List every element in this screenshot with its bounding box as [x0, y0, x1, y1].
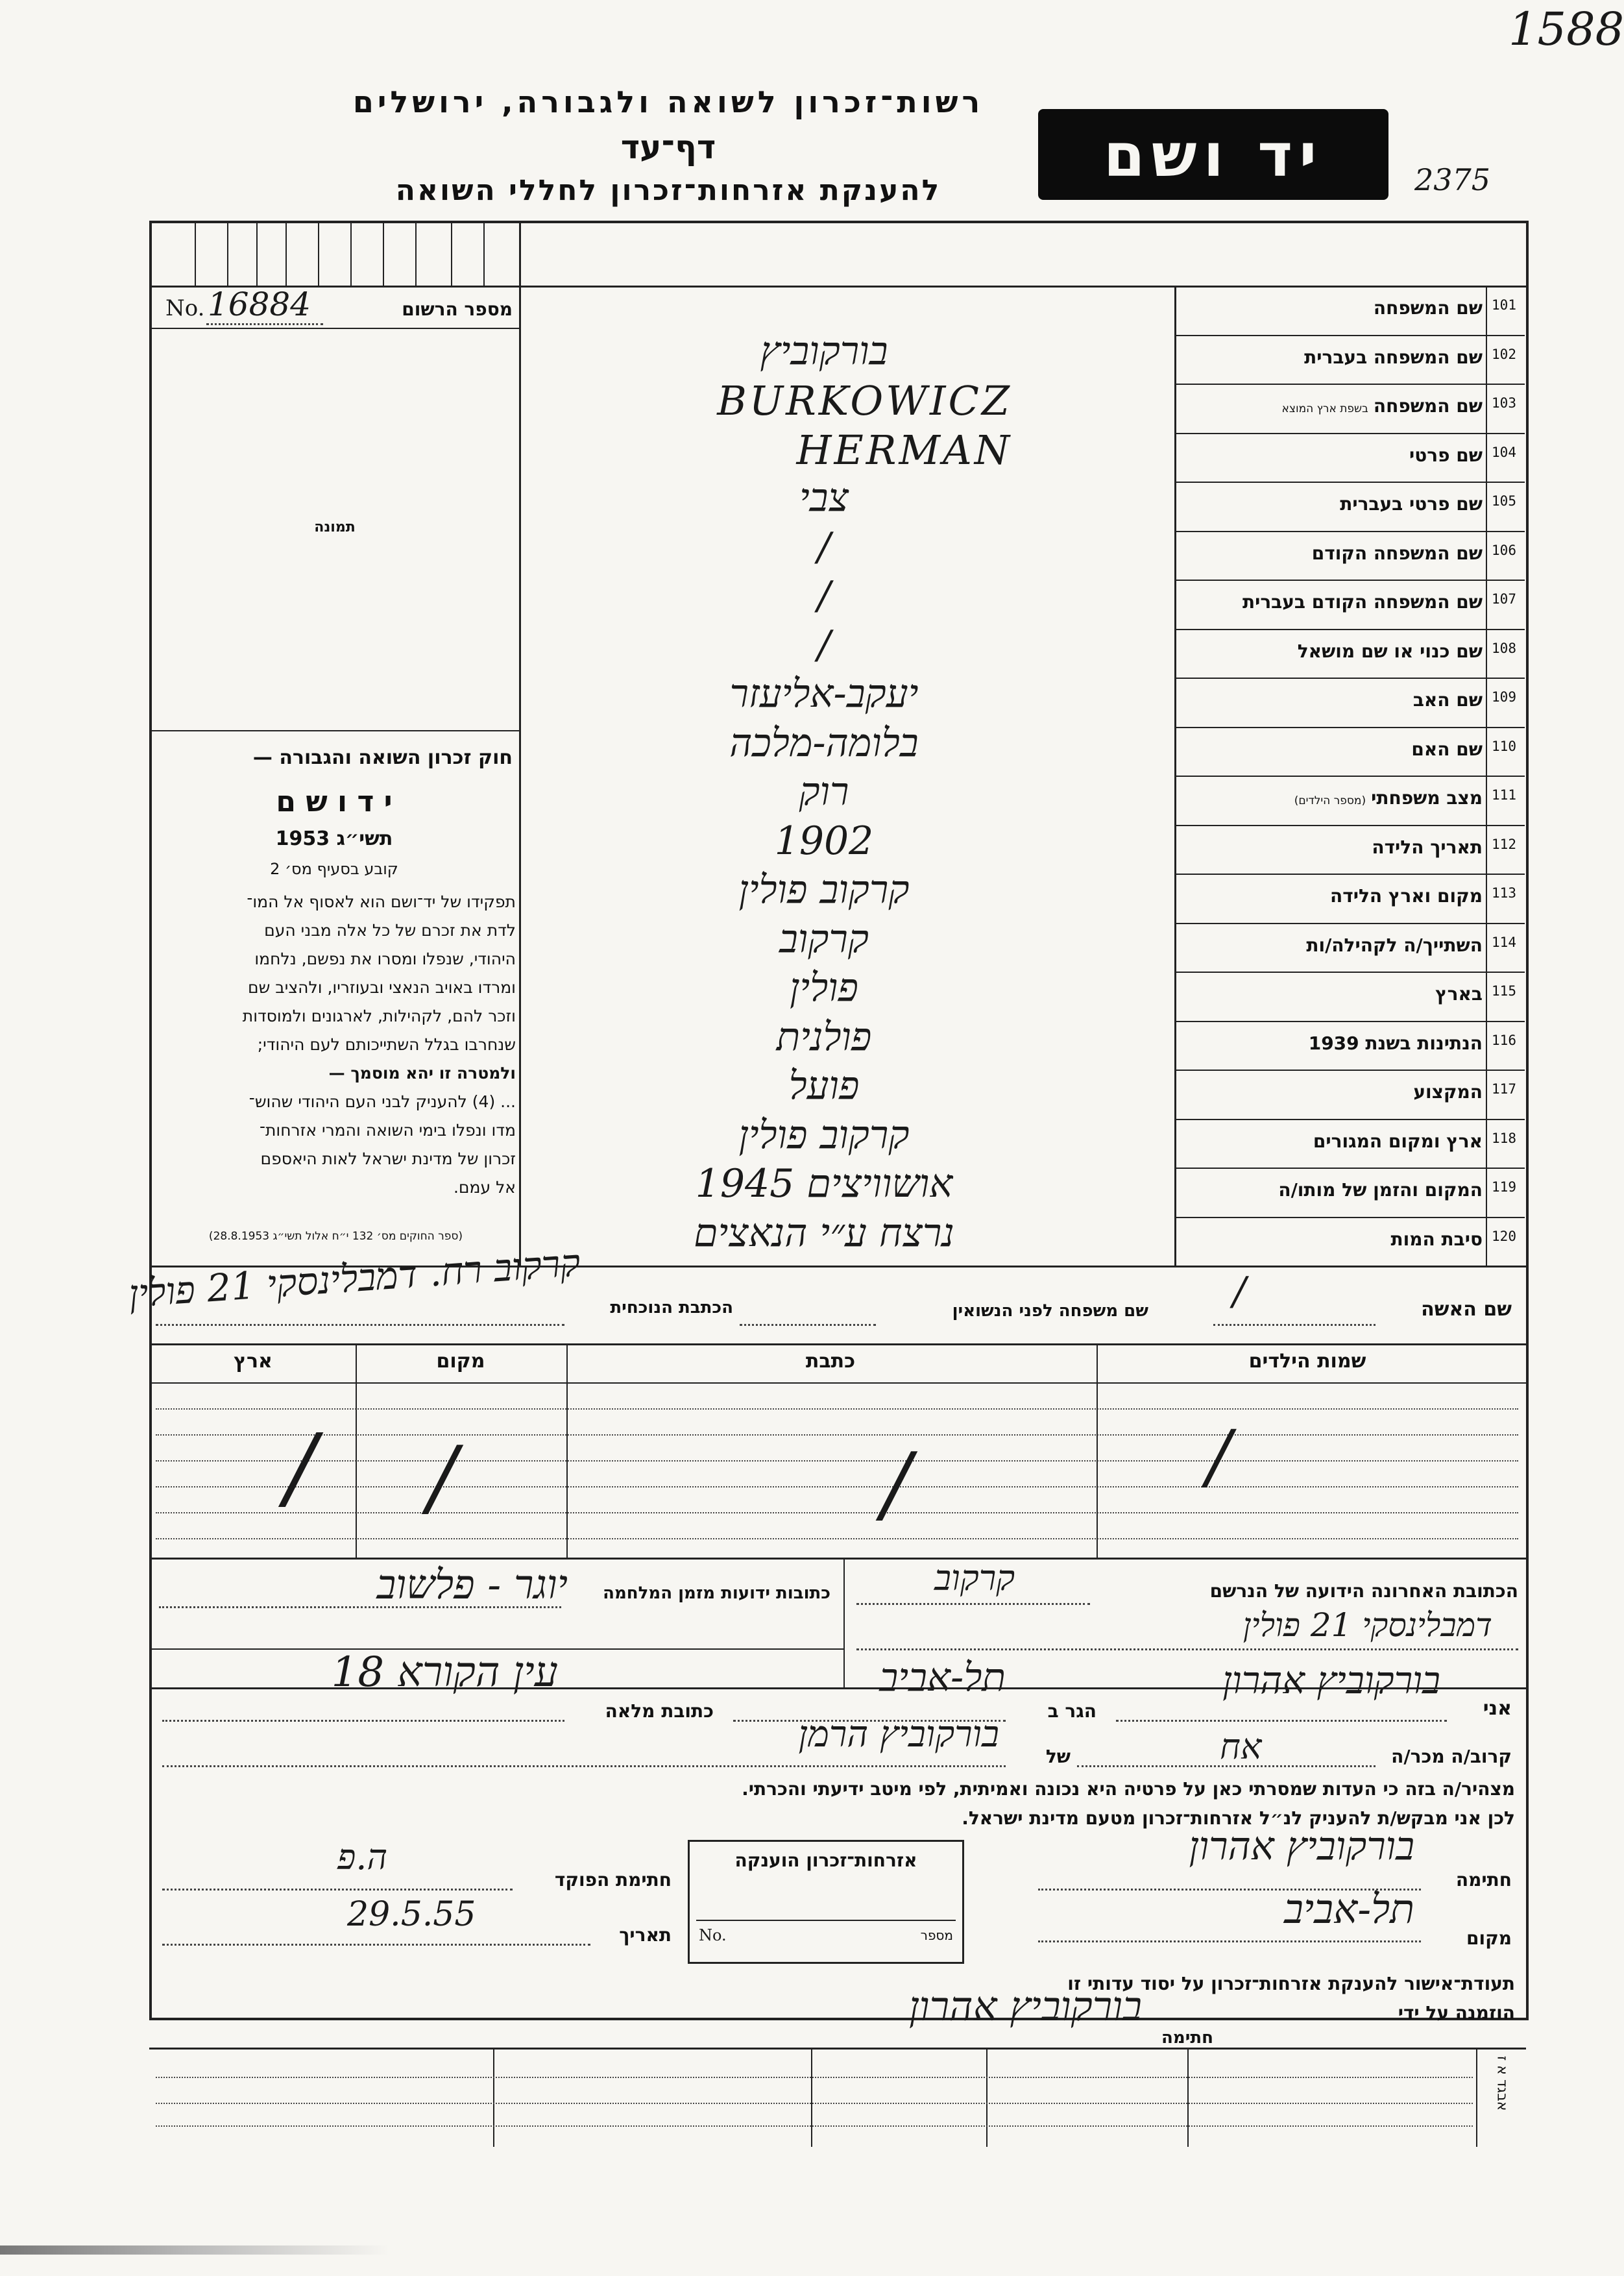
maiden-label: שם משפחה לפני הנשואין — [952, 1301, 1148, 1321]
field-value: יעקב-אליעזר — [729, 671, 919, 716]
field-number: 118 — [1492, 1130, 1516, 1146]
field-number: 110 — [1492, 738, 1516, 754]
field-label — [1178, 1081, 1483, 1103]
declaration-line2: לכן אני מבקש/ת להעניק לנ״ל אזרחות־זכרון מטעם מדינת ישראל. — [962, 1807, 1515, 1829]
certificate-signature: בורקוביץ אהרון — [908, 1983, 1142, 2030]
declarant-city: תל-אביב — [879, 1655, 1006, 1700]
subject-name: בורקוביץ הרמן — [798, 1713, 999, 1756]
field-label — [1178, 689, 1483, 711]
field-label-text: ארץ ומקום המגורים — [1313, 1130, 1483, 1152]
field-label-text: שם האב — [1412, 689, 1483, 711]
field-number: 111 — [1492, 787, 1516, 803]
field-number: 119 — [1492, 1179, 1516, 1195]
field-label — [1178, 297, 1483, 319]
field-label-note: בשפת ארץ המוצא — [1281, 402, 1368, 415]
children-mark: / — [1207, 1415, 1231, 1498]
field-value: / — [817, 524, 831, 570]
signature-label: חתימה — [1455, 1869, 1512, 1891]
certificate-line2: הוזמנה על ידי — [1398, 2002, 1515, 2024]
field-label — [1178, 591, 1483, 613]
wife-label: שם האשה — [1421, 1298, 1512, 1321]
field-label — [1178, 1131, 1483, 1152]
law-line: זכרון של מדינת ישראל לאות היאספם — [260, 1149, 516, 1168]
field-label-text: סיבת המות — [1390, 1228, 1483, 1250]
field-number: 102 — [1492, 346, 1516, 362]
full-address-label: כתובת מלאה — [605, 1700, 714, 1722]
corner-number: 1588 — [1509, 3, 1624, 56]
field-label — [1178, 885, 1483, 907]
field-label-text: שם המשפחה — [1373, 297, 1483, 319]
war-address-label: כתובות ידועות מזמן המלחמה — [603, 1584, 830, 1603]
law-title: חוק זכרון השואה והגבורה — — [252, 746, 513, 769]
field-number: 109 — [1492, 689, 1516, 705]
war-address-value: יוגר - פלשוב — [376, 1561, 568, 1608]
children-header-address: כתבת — [805, 1350, 856, 1373]
relation-label: קרוב/ה מכר/ה — [1391, 1746, 1512, 1767]
children-header-country: ארץ — [234, 1350, 273, 1373]
field-label-text: שם פרטי בעברית — [1340, 493, 1483, 515]
field-number: 105 — [1492, 493, 1516, 509]
field-label — [1178, 1033, 1483, 1054]
last-address-value-1: קרקוב — [934, 1558, 1015, 1598]
field-value: 1902 — [774, 818, 874, 864]
photo-label: תמונה — [314, 519, 356, 535]
reg-no-label: מספר הרשום — [402, 299, 513, 320]
field-label-text: מקום וארץ הלידה — [1330, 885, 1483, 907]
place-value: תל-אביב — [1284, 1885, 1414, 1933]
declaration-line1: מצהיר/ה בזה כי העדות שמסרתי כאן על פרטיה היא נכונה ואמיתית, לפי מיטב ידיעתי והכרתי. — [742, 1778, 1515, 1800]
reg-no-value: 16884 — [208, 286, 311, 323]
field-number: 108 — [1492, 640, 1516, 656]
field-label — [1178, 1229, 1483, 1250]
children-header-place: מקום — [436, 1350, 485, 1373]
box-no-label: מספר — [920, 1927, 953, 1943]
officer-signature-label: חתימת הפוקד — [554, 1869, 672, 1891]
law-line: תפקידו של יד־ושם הוא לאסוף אל המו־ — [247, 892, 516, 911]
ani-label: אני — [1483, 1697, 1512, 1720]
field-value: נרצח ע״י הנאצים — [694, 1210, 954, 1256]
field-value: בורקוביץ — [760, 328, 888, 374]
law-line: וזכר להם, לקהילות, לארגונים ולמוסדות — [242, 1007, 516, 1025]
box-title: אזרחות־זכרון הוענקה — [734, 1850, 917, 1871]
date-label: תאריך — [619, 1924, 672, 1946]
law-line: ... (4) להעניק לבני העם היהודי שהוש־ — [248, 1092, 516, 1111]
header-line1: רשות־זכרון לשואה ולגבורה, ירושלים — [352, 84, 984, 119]
field-label-text: בארץ — [1435, 983, 1483, 1005]
law-text — [156, 892, 516, 1206]
box-no: No. — [699, 1926, 727, 1944]
declarant-full-address: עין הקורא 18 — [331, 1648, 558, 1696]
last-address-label: הכתובת האחרונה הידועה של הנרשם — [1209, 1580, 1518, 1602]
children-header-names: שמות הילדים — [1248, 1350, 1366, 1373]
declarant-signature: בורקוביץ אהרון — [1189, 1824, 1414, 1869]
law-name: י ד ו ש ם — [276, 785, 393, 818]
field-label-text: הנתינות בשנת 1939 — [1308, 1032, 1483, 1054]
field-label-note: (מספר הילדים) — [1294, 794, 1366, 807]
field-value: בלומה-מלכה — [729, 720, 919, 766]
hagar-label: הגר ב — [1047, 1700, 1097, 1722]
reg-no-prefix: No. — [165, 295, 205, 321]
field-label-text: המקום והזמן של מותו/ה — [1278, 1179, 1483, 1201]
place-mark: / — [428, 1428, 457, 1526]
certificate-signature-label: חתימה — [1161, 2028, 1213, 2048]
field-number: 103 — [1492, 395, 1516, 411]
field-number: 112 — [1492, 836, 1516, 852]
field-label-text: שם המשפחה — [1373, 395, 1483, 417]
field-label-text: השתייך/ה לקהילה/ות — [1306, 934, 1483, 956]
citizenship-granted-box — [688, 1840, 964, 1964]
field-number: 114 — [1492, 934, 1516, 950]
field-label — [1178, 837, 1483, 858]
law-line: ולמטרה זו יהא מוסמך — — [328, 1064, 516, 1083]
logo-number: 2375 — [1414, 162, 1491, 197]
law-line: היהודי, שנפלו ומסרו את נפשם, נלחמו — [254, 949, 516, 968]
wife-value: / — [1233, 1269, 1246, 1314]
field-label — [1178, 493, 1483, 515]
form-title: דף־עד — [620, 128, 716, 166]
header-line3: להענקת אזרחות־זכרון לחללי השואה — [395, 174, 941, 207]
law-line: אל עמם. — [453, 1178, 516, 1197]
field-value: קרקוב פולין — [738, 1112, 910, 1158]
address-mark: / — [882, 1434, 911, 1533]
field-label-text: שם המשפחה הקודם — [1311, 542, 1483, 564]
field-label — [1178, 395, 1483, 417]
field-label — [1178, 641, 1483, 662]
field-label-text: שם המשפחה בעברית — [1304, 346, 1483, 368]
field-number: 106 — [1492, 542, 1516, 558]
field-label-text: שם כנוי או שם מושאל — [1297, 640, 1483, 662]
field-label-text: שם האם — [1411, 738, 1483, 760]
law-footnote: (ספר החוקים מס׳ 132 י״ח אלול תשי״ג 28.8.1953) — [208, 1230, 463, 1243]
certificate-line1: תעודת־אישור להענקת אזרחות־זכרון על יסוד עדותי זו — [1067, 1973, 1515, 1994]
field-value: / — [817, 573, 831, 618]
field-value: אושוויצים 1945 — [695, 1161, 953, 1206]
field-value: קרקוב פולין — [738, 867, 910, 912]
field-value: רוק — [799, 769, 849, 814]
date-value: 29.5.55 — [347, 1895, 476, 1934]
field-label — [1178, 347, 1483, 368]
field-label — [1178, 935, 1483, 956]
field-label — [1178, 445, 1483, 466]
field-label — [1178, 739, 1483, 760]
field-label-text: תאריך הלידה — [1372, 836, 1483, 858]
field-label — [1178, 787, 1483, 809]
field-number: 107 — [1492, 591, 1516, 607]
officer-signature: ה.פ — [337, 1837, 388, 1878]
law-clause: קובע בסעיף מס׳ 2 — [270, 860, 398, 878]
field-number: 113 — [1492, 885, 1516, 901]
field-label — [1178, 543, 1483, 564]
current-address-value: קרקוב רח. דמבלינסקי 21 פולין — [127, 1240, 582, 1316]
of-label: של — [1045, 1746, 1071, 1767]
field-label-text: מצב משפחתי — [1371, 787, 1483, 809]
field-label-text: שם המשפחה הקודם בעברית — [1242, 591, 1483, 613]
place-label: מקום — [1466, 1927, 1512, 1949]
field-value: קרקוב — [779, 916, 869, 962]
law-line: שנחרבו בגלל השתייכותם לעם היהודי; — [257, 1035, 516, 1054]
field-value: פולין — [790, 965, 858, 1010]
field-label — [1178, 983, 1483, 1005]
scan-artifact — [0, 2245, 389, 2255]
field-number: 101 — [1492, 297, 1516, 313]
law-line: מדו ונפלו בימי השואה והמרי אזרחות־ — [259, 1121, 516, 1140]
field-value: פועל — [788, 1063, 860, 1108]
country-mark: / — [285, 1415, 317, 1521]
law-year: תשי״ג 1953 — [275, 827, 393, 850]
field-value: / — [817, 622, 831, 668]
field-value: צבי — [799, 475, 849, 520]
address-label: הכתבת הנוכחית — [610, 1298, 733, 1317]
law-line: ומרדו באויב הנאצי ובעוזריו, ולהציב שם — [248, 978, 516, 997]
law-line: לדת את זכרם של כל אלה מבני העם — [264, 921, 516, 940]
logo-text: יד ושם — [1103, 121, 1324, 190]
yad-vashem-logo — [1038, 109, 1388, 200]
field-value: HERMAN — [796, 426, 1012, 474]
vertical-code: אבגד א ז — [1494, 2055, 1510, 2111]
field-number: 117 — [1492, 1081, 1516, 1097]
field-number: 115 — [1492, 983, 1516, 999]
field-number: 120 — [1492, 1228, 1516, 1244]
field-number: 116 — [1492, 1032, 1516, 1048]
field-value: פולנית — [776, 1014, 872, 1060]
field-value: BURKOWICZ — [717, 377, 1012, 424]
field-label-text: שם פרטי — [1409, 444, 1483, 466]
declarant-name: בורקוביץ אהרון — [1222, 1658, 1440, 1702]
field-label-text: המקצוע — [1413, 1081, 1483, 1103]
field-label — [1178, 1179, 1483, 1201]
field-number: 104 — [1492, 444, 1516, 460]
relation-value: אח — [1220, 1726, 1262, 1767]
last-address-value-2: דמבלינסקי 21 פולין — [1242, 1606, 1492, 1644]
